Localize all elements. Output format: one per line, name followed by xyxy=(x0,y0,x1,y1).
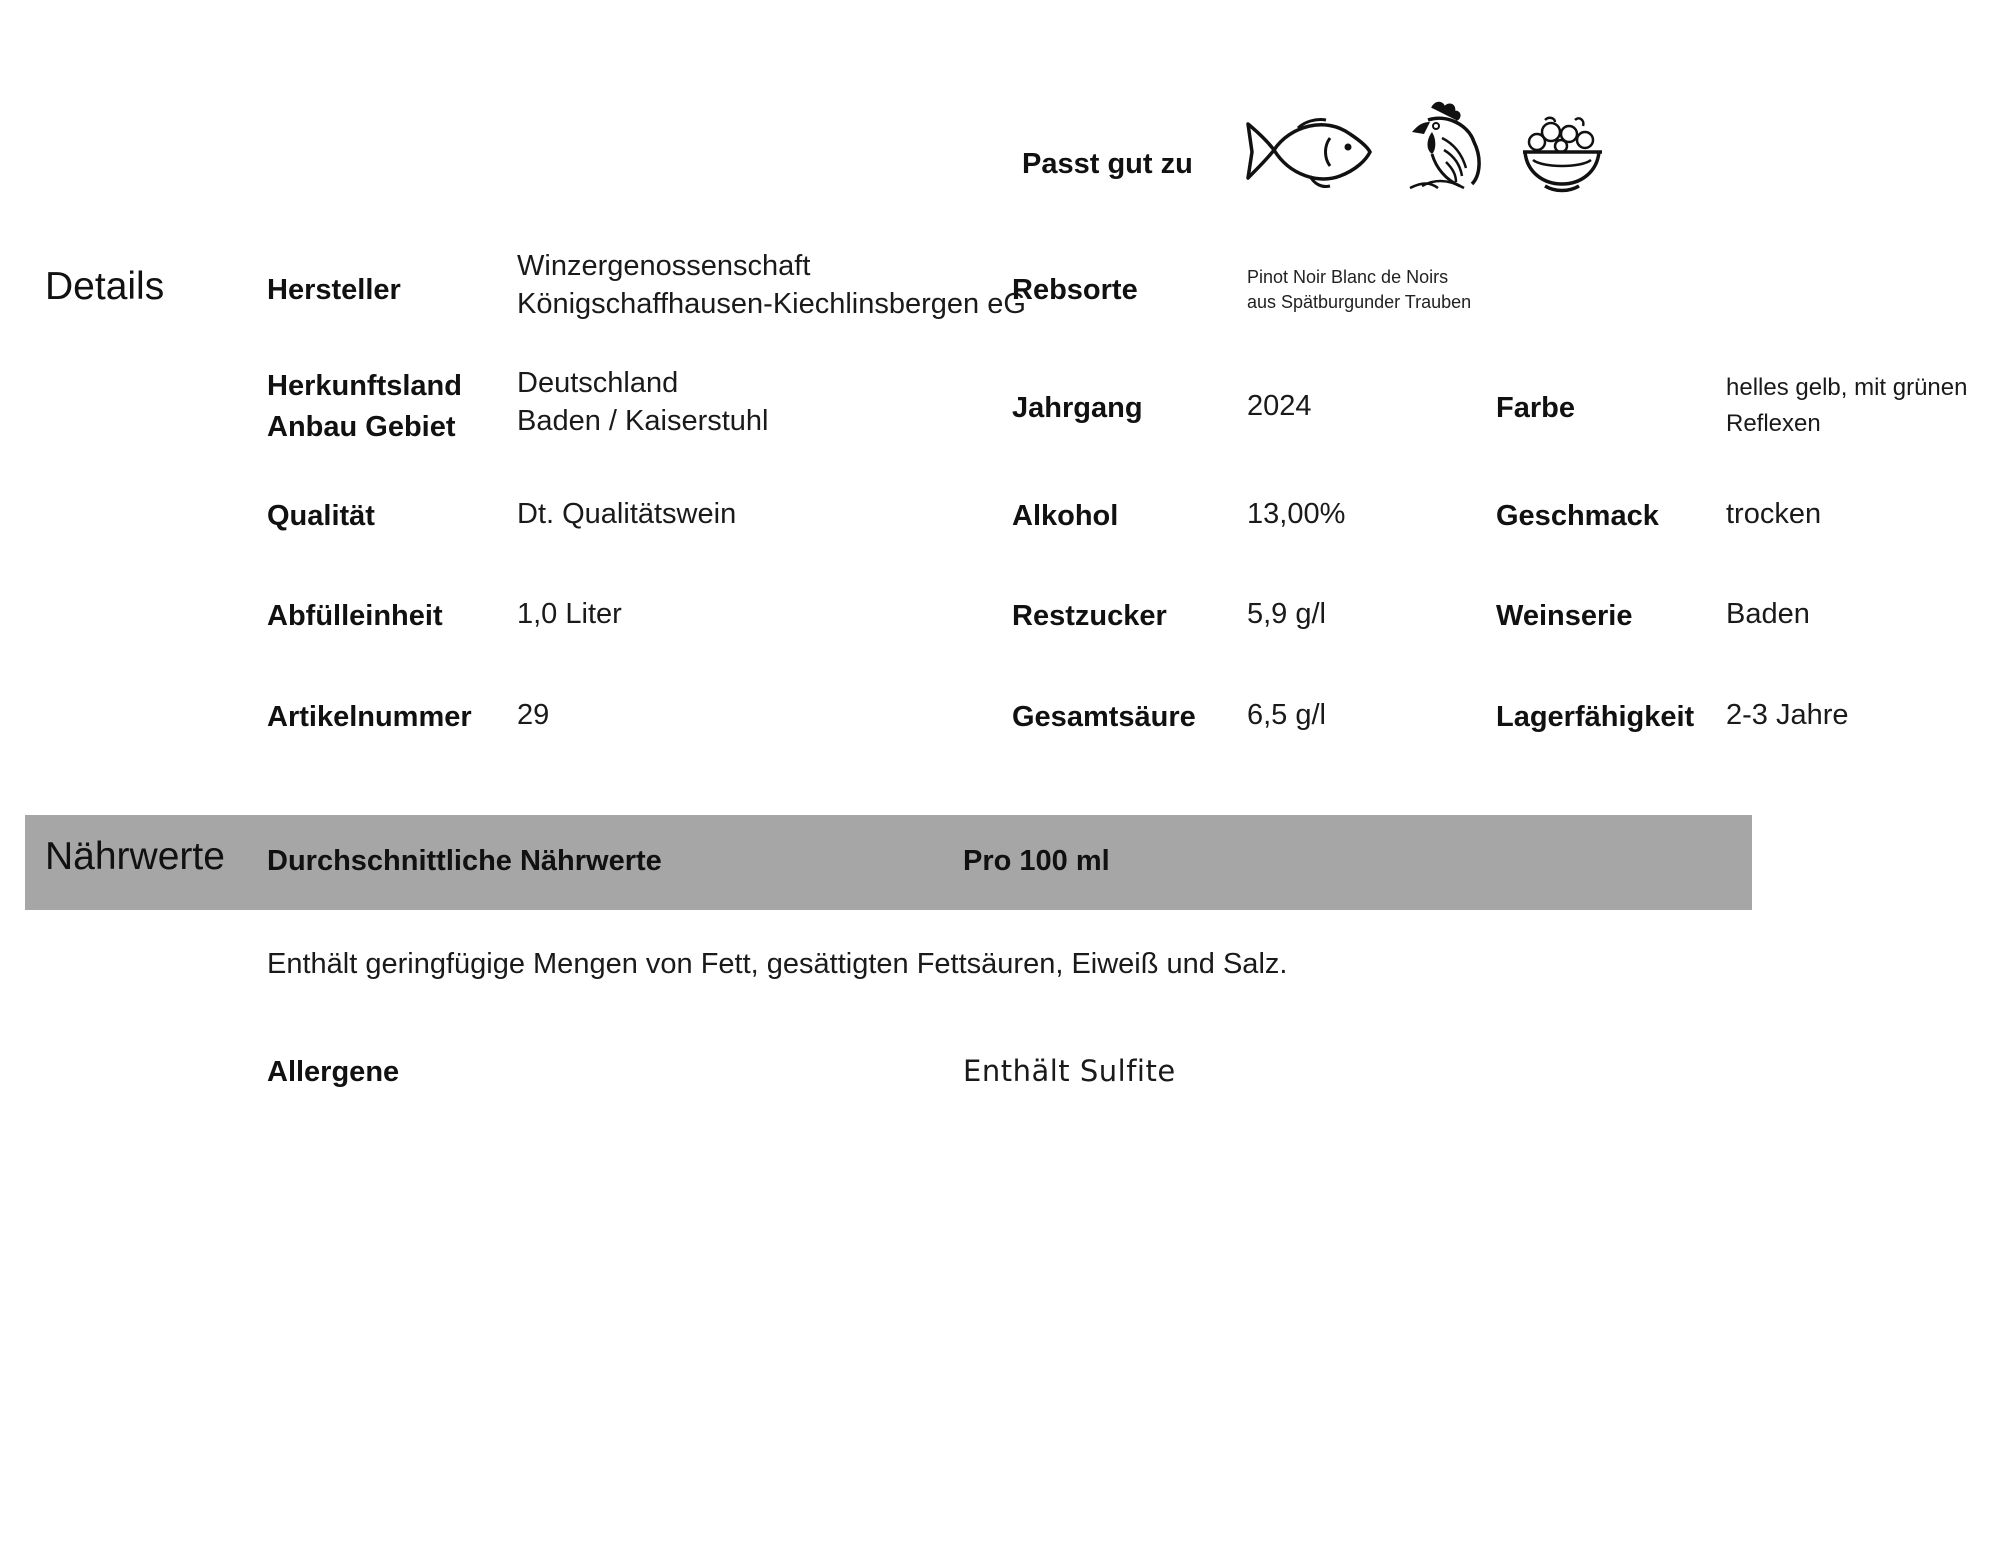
nutrition-header-left: Durchschnittliche Nährwerte xyxy=(267,845,662,877)
value-farbe-line: Reflexen xyxy=(1726,410,1821,437)
value-hersteller-line: Winzergenossenschaft xyxy=(517,250,811,282)
value-alkohol: 13,00% xyxy=(1247,498,1346,530)
value-herkunftsland: Deutschland xyxy=(517,367,679,399)
label-weinserie: Weinserie xyxy=(1496,600,1633,632)
details-title: Details xyxy=(45,265,165,308)
pairing-label: Passt gut zu xyxy=(1022,148,1193,180)
value-gesamtsaeure: 6,5 g/l xyxy=(1247,699,1326,731)
value-abfuelleinheit: 1,0 Liter xyxy=(517,598,622,630)
value-hersteller-line: Königschaffhausen-Kiechlinsbergen eG xyxy=(517,288,1026,320)
value-rebsorte-line: Pinot Noir Blanc de Noirs xyxy=(1247,267,1449,287)
label-gesamtsaeure: Gesamtsäure xyxy=(1012,701,1196,733)
value-herkunft xyxy=(517,364,768,440)
nutrition-header-right: Pro 100 ml xyxy=(963,845,1110,877)
label-hersteller: Hersteller xyxy=(267,274,401,306)
value-jahrgang: 2024 xyxy=(1247,390,1312,422)
value-rebsorte xyxy=(1247,265,1471,315)
label-geschmack: Geschmack xyxy=(1496,500,1659,532)
value-qualitaet: Dt. Qualitätswein xyxy=(517,498,737,530)
nutrition-note: Enthält geringfügige Mengen von Fett, gesättigten Fettsäuren, Eiweiß und Salz. xyxy=(267,948,1288,980)
allergens-label: Allergene xyxy=(267,1056,400,1088)
label-herkunftsland xyxy=(267,366,462,448)
value-artikelnummer: 29 xyxy=(517,699,550,731)
label-restzucker: Restzucker xyxy=(1012,600,1167,632)
label-lagerfaehigkeit: Lagerfähigkeit xyxy=(1496,701,1695,733)
label-qualitaet: Qualität xyxy=(267,500,375,532)
value-hersteller xyxy=(517,247,1026,323)
value-rebsorte-line: aus Spätburgunder Trauben xyxy=(1247,292,1472,312)
label-anbaugebiet-line: Anbau Gebiet xyxy=(267,411,456,443)
value-lagerfaehigkeit: 2-3 Jahre xyxy=(1726,699,1849,731)
nutrition-title: Nährwerte xyxy=(45,835,225,878)
value-weinserie: Baden xyxy=(1726,598,1810,630)
value-restzucker: 5,9 g/l xyxy=(1247,598,1326,630)
label-herkunftsland-line: Herkunftsland xyxy=(267,370,462,402)
label-alkohol: Alkohol xyxy=(1012,500,1119,532)
label-jahrgang: Jahrgang xyxy=(1012,392,1143,424)
label-rebsorte: Rebsorte xyxy=(1012,274,1138,306)
value-anbaugebiet: Baden / Kaiserstuhl xyxy=(517,405,769,437)
allergens-value: Enthält Sulfite xyxy=(963,1054,1176,1088)
label-farbe: Farbe xyxy=(1496,392,1575,424)
fish-icon xyxy=(1240,112,1375,192)
label-artikelnummer: Artikelnummer xyxy=(267,701,472,733)
salad-bowl-icon xyxy=(1515,112,1610,194)
label-abfuelleinheit: Abfülleinheit xyxy=(267,600,443,632)
chicken-icon xyxy=(1402,98,1497,190)
value-farbe-line: helles gelb, mit grünen xyxy=(1726,374,1968,401)
value-geschmack: trocken xyxy=(1726,498,1822,530)
value-farbe xyxy=(1726,370,1967,442)
